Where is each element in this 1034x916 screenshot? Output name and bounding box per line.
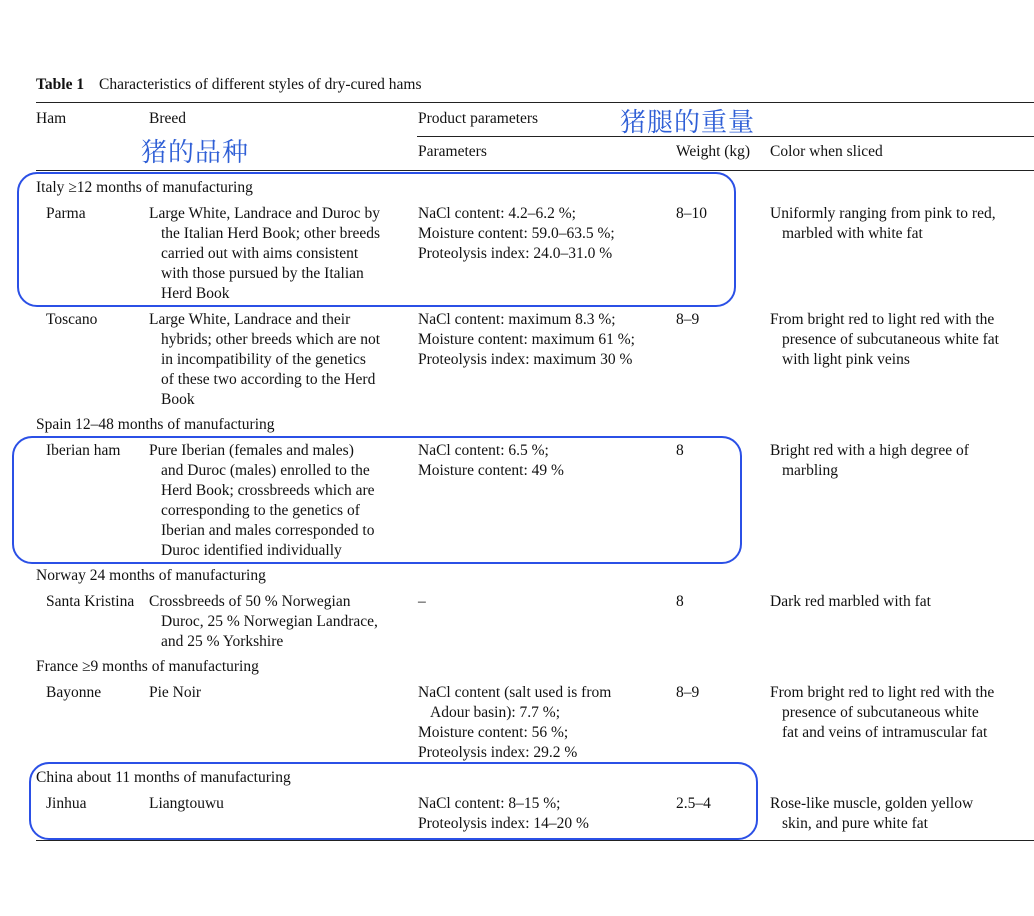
ham-name: Bayonne [46,684,102,701]
highlight-box-parma [17,172,736,307]
weight-value: 8–9 [676,311,700,328]
breed-line: Herd Book; crossbreeds which are [161,482,375,499]
breed-line: Crossbreeds of 50 % Norwegian [149,593,351,610]
weight-value: 2.5–4 [676,795,711,812]
header-color: Color when sliced [770,143,883,160]
param-line: Proteolysis index: 24.0–31.0 % [418,245,613,262]
color-line: Rose-like muscle, golden yellow [770,795,974,812]
color-line: From bright red to light red with the [770,684,995,701]
breed-line: Duroc identified individually [161,542,342,559]
color-line: From bright red to light red with the [770,311,995,328]
breed-line: Large White, Landrace and their [149,311,351,328]
param-line: Moisture content: 59.0–63.5 %; [418,225,615,242]
header-bottom-rule [36,170,1034,171]
color-line: with light pink veins [782,351,910,368]
breed-line: carried out with aims consistent [161,245,359,262]
breed-line: Pie Noir [149,684,202,701]
highlight-box-china [29,762,758,840]
breed-line: Duroc, 25 % Norwegian Landrace, [161,613,378,630]
breed-line: Liangtouwu [149,795,224,812]
group-france: France ≥9 months of manufacturing [36,658,259,675]
header-product-parameters: Product parameters [418,110,539,127]
group-spain: Spain 12–48 months of manufacturing [36,416,275,433]
header-parameters: Parameters [418,143,487,160]
weight-annotation: 猪腿的重量 [620,108,756,138]
breed-line: the Italian Herd Book; other breeds [161,225,381,242]
breed-annotation: 猪的品种 [141,138,250,168]
header-breed: Breed [149,110,187,127]
color-line: skin, and pure white fat [782,815,928,832]
param-line: NaCl content: maximum 8.3 %; [418,311,616,328]
top-rule [36,102,1034,103]
header-ham: Ham [36,110,67,127]
breed-line: and Duroc (males) enrolled to the [161,462,370,479]
param-line: Moisture content: 49 % [418,462,564,479]
ham-name: Parma [46,205,86,222]
bottom-rule [36,840,1034,841]
color-line: Bright red with a high degree of [770,442,969,459]
color-line: presence of subcutaneous white fat [782,331,999,348]
breed-line: with those pursued by the Italian [161,265,364,282]
param-line: Moisture content: 56 %; [418,724,569,741]
weight-value: 8 [676,442,684,459]
color-line: fat and veins of intramuscular fat [782,724,988,741]
breed-line: corresponding to the genetics of [161,502,360,519]
param-line: NaCl content (salt used is from [418,684,612,701]
ham-name: Iberian ham [46,442,121,459]
param-line: Proteolysis index: 29.2 % [418,744,578,761]
color-line: Uniformly ranging from pink to red, [770,205,996,222]
color-line: presence of subcutaneous white [782,704,979,721]
weight-value: 8–9 [676,684,700,701]
breed-line: Iberian and males corresponded to [161,522,375,539]
param-line: Adour basin): 7.7 %; [430,704,561,721]
group-italy: Italy ≥12 months of manufacturing [36,179,253,196]
param-line: Proteolysis index: 14–20 % [418,815,589,832]
param-line: Moisture content: maximum 61 %; [418,331,635,348]
param-line: NaCl content: 4.2–6.2 %; [418,205,576,222]
weight-value: 8–10 [676,205,707,222]
color-line: Dark red marbled with fat [770,593,931,610]
weight-value: 8 [676,593,684,610]
group-china: China about 11 months of manufacturing [36,769,291,786]
ham-name: Jinhua [46,795,87,812]
param-line: – [418,593,426,610]
breed-line: of these two according to the Herd [161,371,376,388]
header-weight: Weight (kg) [676,143,751,160]
ham-name: Santa Kristina [46,593,135,610]
caption-text: Characteristics of different styles of dry-cured hams [99,76,422,93]
param-line: NaCl content: 8–15 %; [418,795,561,812]
breed-line: Book [161,391,195,408]
highlight-box-iberian [12,436,742,564]
group-norway: Norway 24 months of manufacturing [36,567,266,584]
breed-line: Pure Iberian (females and males) [149,442,354,459]
param-line: Proteolysis index: maximum 30 % [418,351,633,368]
param-line: NaCl content: 6.5 %; [418,442,549,459]
ham-name: Toscano [46,311,98,328]
breed-line: and 25 % Yorkshire [161,633,284,650]
breed-line: hybrids; other breeds which are not [161,331,381,348]
color-line: marbled with white fat [782,225,923,242]
breed-line: in incompatibility of the genetics [161,351,366,368]
color-line: marbling [782,462,838,479]
breed-line: Herd Book [161,285,230,302]
breed-line: Large White, Landrace and Duroc by [149,205,380,222]
caption-label: Table 1 [36,76,85,93]
